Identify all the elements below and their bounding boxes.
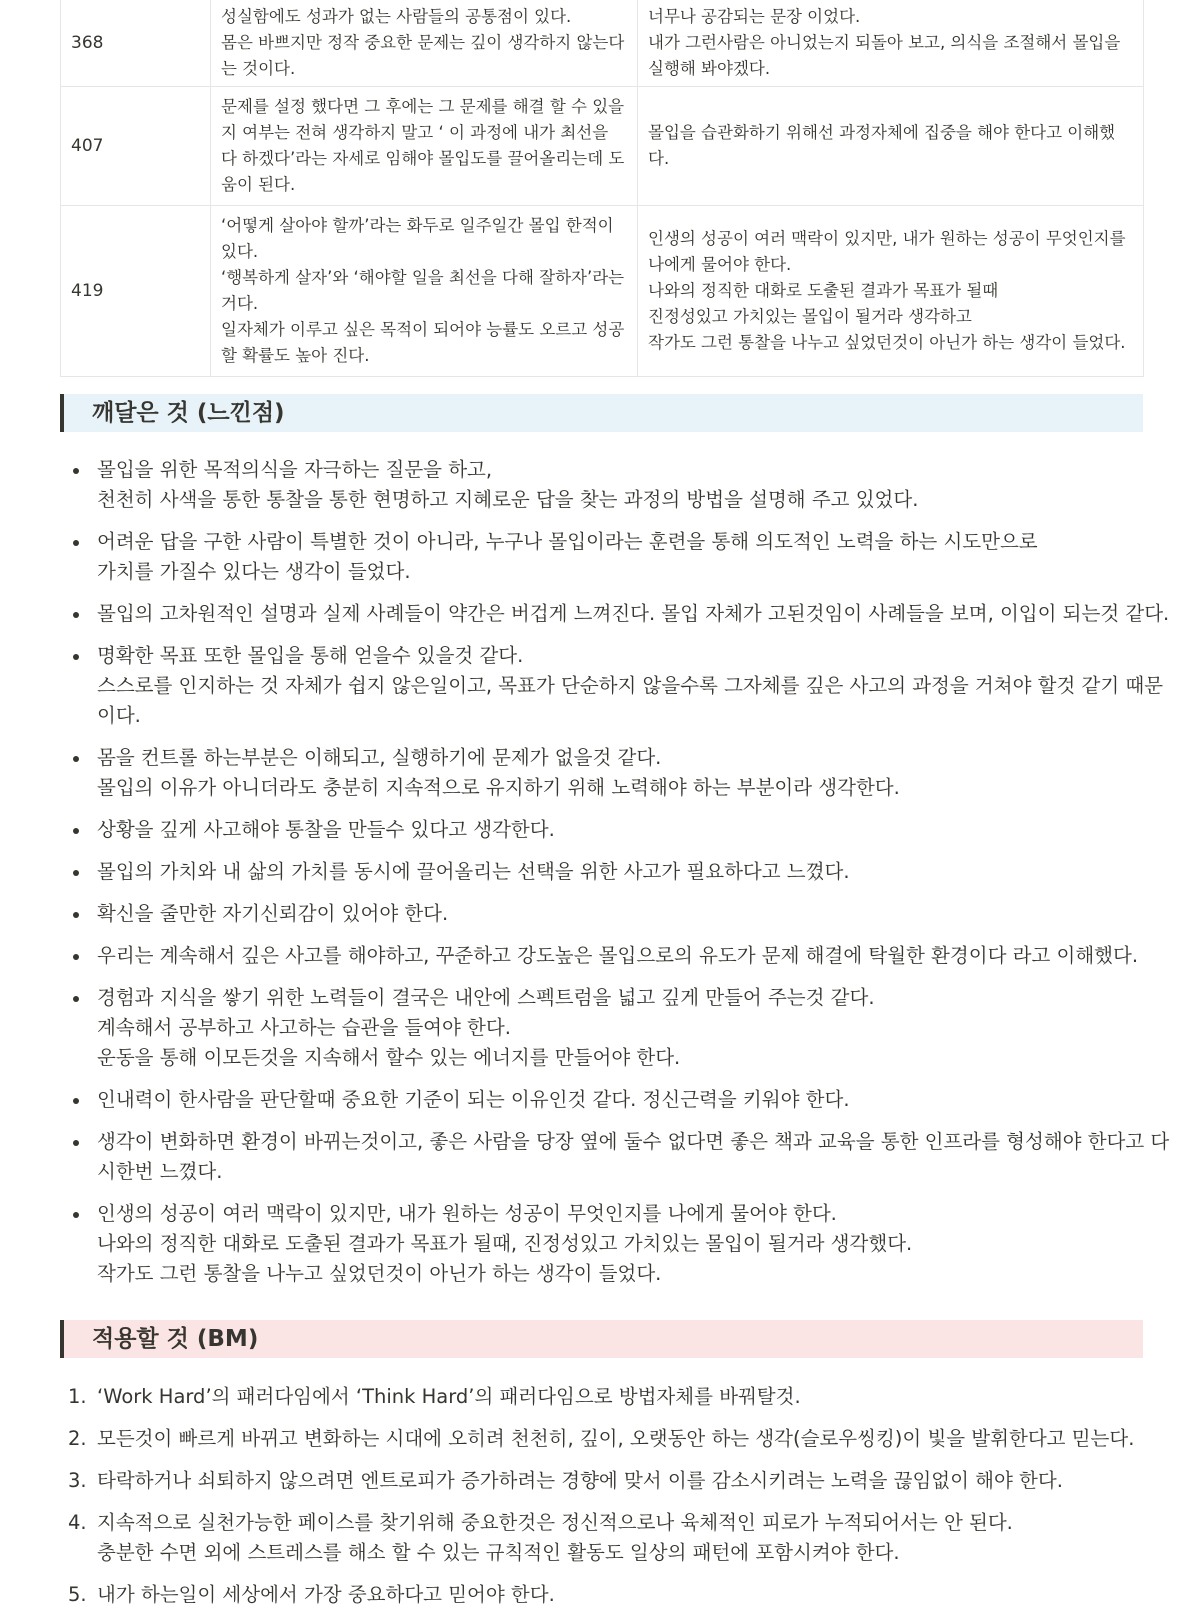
- numbered-item[interactable]: [60, 1382, 1150, 1412]
- list-item[interactable]: [60, 1127, 1170, 1187]
- list-item-line: 운동을 통해 이모든것을 지속해서 할수 있는 에너지를 만들어야 한다.: [97, 1046, 681, 1069]
- list-item-line: 경험과 지식을 쌓기 위한 노력들이 결국은 내안에 스펙트럼을 넓고 깊게 만들어 주는것 같다.: [97, 986, 875, 1009]
- quote-line: 할 확률도 높아 진다.: [221, 346, 370, 365]
- thought-cell[interactable]: [638, 0, 1144, 87]
- list-item[interactable]: [60, 641, 1164, 731]
- list-item[interactable]: [60, 941, 1150, 971]
- realizations-heading[interactable]: 깨달은 것 (느낀점): [60, 394, 1143, 432]
- quote-line: ‘어떻게 살아야 할까’라는 화두로 일주일간 몰입 한적이: [221, 216, 614, 235]
- page-number-cell[interactable]: 407: [61, 87, 211, 206]
- numbered-item[interactable]: [60, 1424, 1150, 1454]
- numbered-item-line: 타락하거나 쇠퇴하지 않으려면 엔트로피가 증가하려는 경향에 맞서 이를 감소시키려는 노력을 끊임없이 해야 한다.: [97, 1469, 1063, 1492]
- apply-heading[interactable]: 적용할 것 (BM): [60, 1320, 1143, 1358]
- item-number: 1.: [68, 1385, 87, 1408]
- quote-cell[interactable]: [211, 87, 638, 206]
- list-item-line: 인생의 성공이 여러 맥락이 있지만, 내가 원하는 성공이 무엇인지를 나에게 물어야 한다.: [97, 1202, 837, 1225]
- numbered-item-line: 충분한 수면 외에 스트레스를 해소 할 수 있는 규칙적인 활동도 일상의 패턴에 포함시켜야 한다.: [97, 1541, 900, 1564]
- item-number: 4.: [68, 1511, 87, 1534]
- list-item-line: 몸을 컨트롤 하는부분은 이해되고, 실행하기에 문제가 없을것 같다.: [97, 746, 662, 769]
- list-item[interactable]: [60, 899, 1150, 929]
- numbered-item-line: 지속적으로 실천가능한 페이스를 찾기위해 중요한것은 정신적으로나 육체적인 피로가 누적되어서는 안 된다.: [97, 1511, 1013, 1534]
- realizations-list: [60, 455, 1170, 1301]
- list-item-line: 이다.: [97, 704, 141, 727]
- list-item-line: 우리는 계속해서 깊은 사고를 해야하고, 꾸준하고 강도높은 몰입으로의 유도가 문제 해결에 탁월한 환경이다 라고 이해했다.: [97, 944, 1139, 967]
- table-row: [61, 0, 1144, 87]
- list-item[interactable]: [60, 599, 1170, 629]
- list-item-line: 어려운 답을 구한 사람이 특별한 것이 아니라, 누구나 몰입이라는 훈련을 통해 의도적인 노력을 하는 시도만으로: [97, 530, 1038, 553]
- quote-line: 는 것이다.: [221, 59, 296, 78]
- list-item[interactable]: [60, 1085, 1150, 1115]
- list-item-line: 작가도 그런 통찰을 나누고 싶었던것이 아닌가 하는 생각이 들었다.: [97, 1262, 662, 1285]
- list-item-line: 생각이 변화하면 환경이 바뀌는것이고, 좋은 사람을 당장 옆에 둘수 없다면 좋은 책과 교육을 통한 인프라를 형성해야 한다고 다: [97, 1130, 1170, 1153]
- table-row: [61, 87, 1144, 206]
- quote-line: ‘행복하게 살자’와 ‘해야할 일을 최선을 다해 잘하자’라는: [221, 268, 625, 287]
- item-number: 2.: [68, 1427, 87, 1450]
- numbered-item[interactable]: [60, 1508, 1150, 1568]
- list-item-line: 명확한 목표 또한 몰입을 통해 얻을수 있을것 같다.: [97, 644, 524, 667]
- list-item-line: 스스로를 인지하는 것 자체가 쉽지 않은일이고, 목표가 단순하지 않을수록 그자체를 깊은 사고의 과정을 거쳐야 할것 같기 때문: [97, 674, 1164, 697]
- list-item-line: 몰입의 가치와 내 삶의 가치를 동시에 끌어올리는 선택을 위한 사고가 필요하다고 느꼈다.: [97, 860, 850, 883]
- quote-line: 일자체가 이루고 싶은 목적이 되어야 능률도 오르고 성공: [221, 320, 625, 339]
- thought-line: 너무나 공감되는 문장 이었다.: [648, 7, 861, 26]
- quote-line: 다 하겠다’라는 자세로 임해야 몰입도를 끌어올리는데 도: [221, 149, 625, 168]
- thought-line: 인생의 성공이 여러 맥락이 있지만, 내가 원하는 성공이 무엇인지를: [648, 229, 1126, 248]
- thought-line: 다.: [648, 149, 670, 168]
- quote-cell[interactable]: [211, 0, 638, 87]
- list-item[interactable]: [60, 815, 1150, 845]
- quote-line: 있다.: [221, 242, 259, 261]
- thought-cell[interactable]: [638, 87, 1144, 206]
- list-item-line: 계속해서 공부하고 사고하는 습관을 들여야 한다.: [97, 1016, 511, 1039]
- numbered-item[interactable]: [60, 1580, 1150, 1610]
- table-row: [61, 206, 1144, 377]
- thought-cell[interactable]: [638, 206, 1144, 377]
- list-item[interactable]: [60, 983, 1150, 1073]
- list-item[interactable]: [60, 743, 1150, 803]
- quote-line: 문제를 설정 했다면 그 후에는 그 문제를 해결 할 수 있을: [221, 97, 625, 116]
- apply-list: [60, 1382, 1150, 1622]
- numbered-item-line: 모든것이 빠르게 바뀌고 변화하는 시대에 오히려 천천히, 깊이, 오랫동안 하는 생각(슬로우씽킹)이 빛을 발휘한다고 믿는다.: [97, 1427, 1135, 1450]
- numbered-item-line: 내가 하는일이 세상에서 가장 중요하다고 믿어야 한다.: [97, 1583, 555, 1606]
- thought-line: 나에게 물어야 한다.: [648, 255, 792, 274]
- list-item[interactable]: [60, 455, 1150, 515]
- quote-line: 성실함에도 성과가 없는 사람들의 공통점이 있다.: [221, 7, 572, 26]
- list-item-line: 인내력이 한사람을 판단할때 중요한 기준이 되는 이유인것 같다. 정신근력을 키워야 한다.: [97, 1088, 850, 1111]
- numbered-item[interactable]: [60, 1466, 1150, 1496]
- quote-line: 몸은 바쁘지만 정작 중요한 문제는 깊이 생각하지 않는다: [221, 33, 625, 52]
- list-item-line: 몰입을 위한 목적의식을 자극하는 질문을 하고,: [97, 458, 493, 481]
- thought-line: 진정성있고 가치있는 몰입이 될거라 생각하고: [648, 307, 972, 326]
- quote-table-body: [61, 0, 1144, 377]
- thought-line: 나와의 정직한 대화로 도출된 결과가 목표가 될때: [648, 281, 999, 300]
- quote-cell[interactable]: [211, 206, 638, 377]
- item-number: 3.: [68, 1469, 87, 1492]
- thought-line: 내가 그런사람은 아니었는지 되돌아 보고, 의식을 조절해서 몰입을: [648, 33, 1121, 52]
- list-item-line: 상황을 깊게 사고해야 통찰을 만들수 있다고 생각한다.: [97, 818, 555, 841]
- quote-table: [60, 0, 1144, 377]
- list-item-line: 확신을 줄만한 자기신뢰감이 있어야 한다.: [97, 902, 449, 925]
- page-number-cell[interactable]: 419: [61, 206, 211, 377]
- numbered-item-line: ‘Work Hard’의 패러다임에서 ‘Think Hard’의 패러다임으로 방법자체를 바꿔탈것.: [97, 1385, 801, 1408]
- list-item-line: 나와의 정직한 대화로 도출된 결과가 목표가 될때, 진정성있고 가치있는 몰입이 될거라 생각했다.: [97, 1232, 913, 1255]
- list-item-line: 가치를 가질수 있다는 생각이 들었다.: [97, 560, 411, 583]
- list-item[interactable]: [60, 1199, 1150, 1289]
- page-number-cell[interactable]: 368: [61, 0, 211, 87]
- quote-line: 움이 된다.: [221, 175, 296, 194]
- quote-line: 거다.: [221, 294, 259, 313]
- thought-line: 몰입을 습관화하기 위해선 과정자체에 집중을 해야 한다고 이해했: [648, 123, 1116, 142]
- list-item-line: 시한번 느꼈다.: [97, 1160, 223, 1183]
- item-number: 5.: [68, 1583, 87, 1606]
- list-item-line: 천천히 사색을 통한 통찰을 통한 현명하고 지혜로운 답을 찾는 과정의 방법을 설명해 주고 있었다.: [97, 488, 919, 511]
- list-item-line: 몰입의 고차원적인 설명과 실제 사례들이 약간은 버겁게 느껴진다. 몰입 자체가 고된것임이 사례들을 보며, 이입이 되는것 같다.: [97, 602, 1170, 625]
- thought-line: 실행해 봐야겠다.: [648, 59, 771, 78]
- list-item-line: 몰입의 이유가 아니더라도 충분히 지속적으로 유지하기 위해 노력해야 하는 부분이라 생각한다.: [97, 776, 900, 799]
- thought-line: 작가도 그런 통찰을 나누고 싶었던것이 아닌가 하는 생각이 들었다.: [648, 333, 1126, 352]
- quote-line: 지 여부는 전혀 생각하지 말고 ‘ 이 과정에 내가 최선을: [221, 123, 609, 142]
- list-item[interactable]: [60, 527, 1150, 587]
- list-item[interactable]: [60, 857, 1150, 887]
